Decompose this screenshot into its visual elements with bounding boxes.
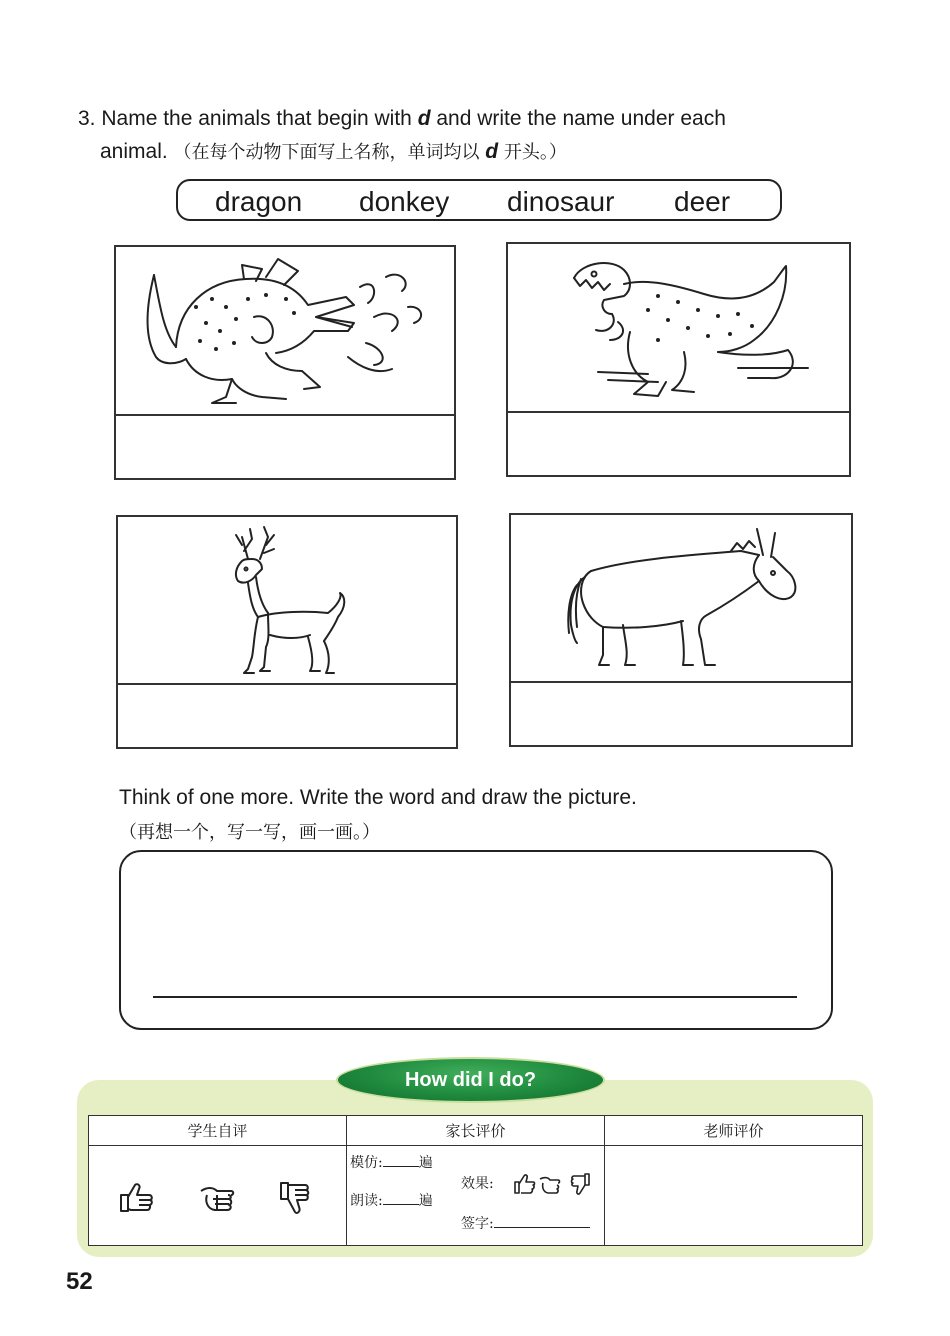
imitate-times-field[interactable]	[383, 1154, 419, 1167]
evaluation-header-row	[89, 1116, 863, 1146]
dinosaur-illustration-icon	[508, 244, 849, 411]
question-line2-zh-pre: （在每个动物下面写上名称，单词均以	[173, 142, 486, 163]
question-line-2	[100, 141, 567, 162]
thumbs-up-icon[interactable]	[119, 1181, 155, 1213]
animal-card-deer	[116, 515, 458, 749]
read-times-field[interactable]	[383, 1192, 419, 1205]
question-line2-letter: d	[485, 140, 499, 163]
header-parent-evaluation: 家长评价	[347, 1116, 605, 1146]
effect-rating-icons[interactable]	[514, 1173, 590, 1195]
word-bank-item-donkey: donkey	[359, 186, 450, 217]
donkey-picture	[511, 515, 851, 683]
word-bank-item-dinosaur: dinosaur	[507, 186, 615, 217]
parent-evaluation-cell	[347, 1146, 605, 1246]
imitate-row	[350, 1152, 433, 1172]
deer-illustration-icon	[118, 517, 456, 683]
answer-box-dinosaur[interactable]	[508, 409, 849, 475]
question-line2-en: animal.	[100, 140, 168, 163]
question-line2-zh-post: 开头。）	[498, 142, 567, 163]
word-bank-item-dragon: dragon	[215, 186, 303, 217]
effect-row	[461, 1173, 494, 1193]
imitate-label: 模仿:	[350, 1154, 383, 1171]
deer-picture	[118, 517, 456, 685]
answer-box-dragon[interactable]	[116, 412, 454, 478]
sign-row	[461, 1213, 590, 1233]
teacher-evaluation-cell[interactable]	[605, 1146, 863, 1246]
word-bank-item-deer: deer	[674, 186, 731, 217]
header-self-evaluation: 学生自评	[89, 1116, 347, 1146]
dragon-picture	[116, 247, 454, 416]
dragon-illustration-icon	[116, 247, 454, 414]
donkey-illustration-icon	[511, 515, 851, 681]
ok-hand-icon[interactable]	[197, 1181, 237, 1213]
animal-card-donkey	[509, 513, 853, 747]
question-text-post: and write the name under each	[430, 107, 726, 130]
writing-line[interactable]	[153, 996, 797, 998]
answer-box-deer[interactable]	[118, 681, 456, 747]
read-row	[350, 1190, 433, 1210]
page-number: 52	[66, 1268, 93, 1295]
sign-label: 签字:	[461, 1215, 494, 1232]
extra-task-instruction-zh: （再想一个，写一写，画一画。）	[119, 822, 380, 843]
self-evaluation-cell	[89, 1146, 347, 1246]
imitate-unit: 遍	[418, 1154, 433, 1171]
header-teacher-evaluation: 老师评价	[605, 1116, 863, 1146]
read-unit: 遍	[418, 1192, 433, 1209]
effect-label: 效果:	[461, 1175, 494, 1192]
thumbs-down-icon[interactable]	[279, 1181, 313, 1217]
evaluation-title: How did I do?	[336, 1057, 605, 1103]
read-label: 朗读:	[350, 1192, 383, 1209]
question-number: 3.	[78, 107, 96, 130]
extra-task-instruction: Think of one more. Write the word and draw the picture.	[119, 786, 637, 809]
question-line-1	[78, 108, 726, 129]
question-text-pre: Name the animals that begin with	[101, 107, 418, 130]
question-letter: d	[417, 107, 431, 130]
evaluation-body-row	[89, 1146, 863, 1246]
animal-card-dinosaur	[506, 242, 851, 477]
dinosaur-picture	[508, 244, 849, 413]
drawing-area[interactable]	[119, 850, 833, 1030]
evaluation-table	[88, 1115, 863, 1246]
sign-field[interactable]	[494, 1215, 590, 1228]
word-bank	[176, 179, 782, 221]
answer-box-donkey[interactable]	[511, 679, 851, 745]
animal-card-dragon	[114, 245, 456, 480]
